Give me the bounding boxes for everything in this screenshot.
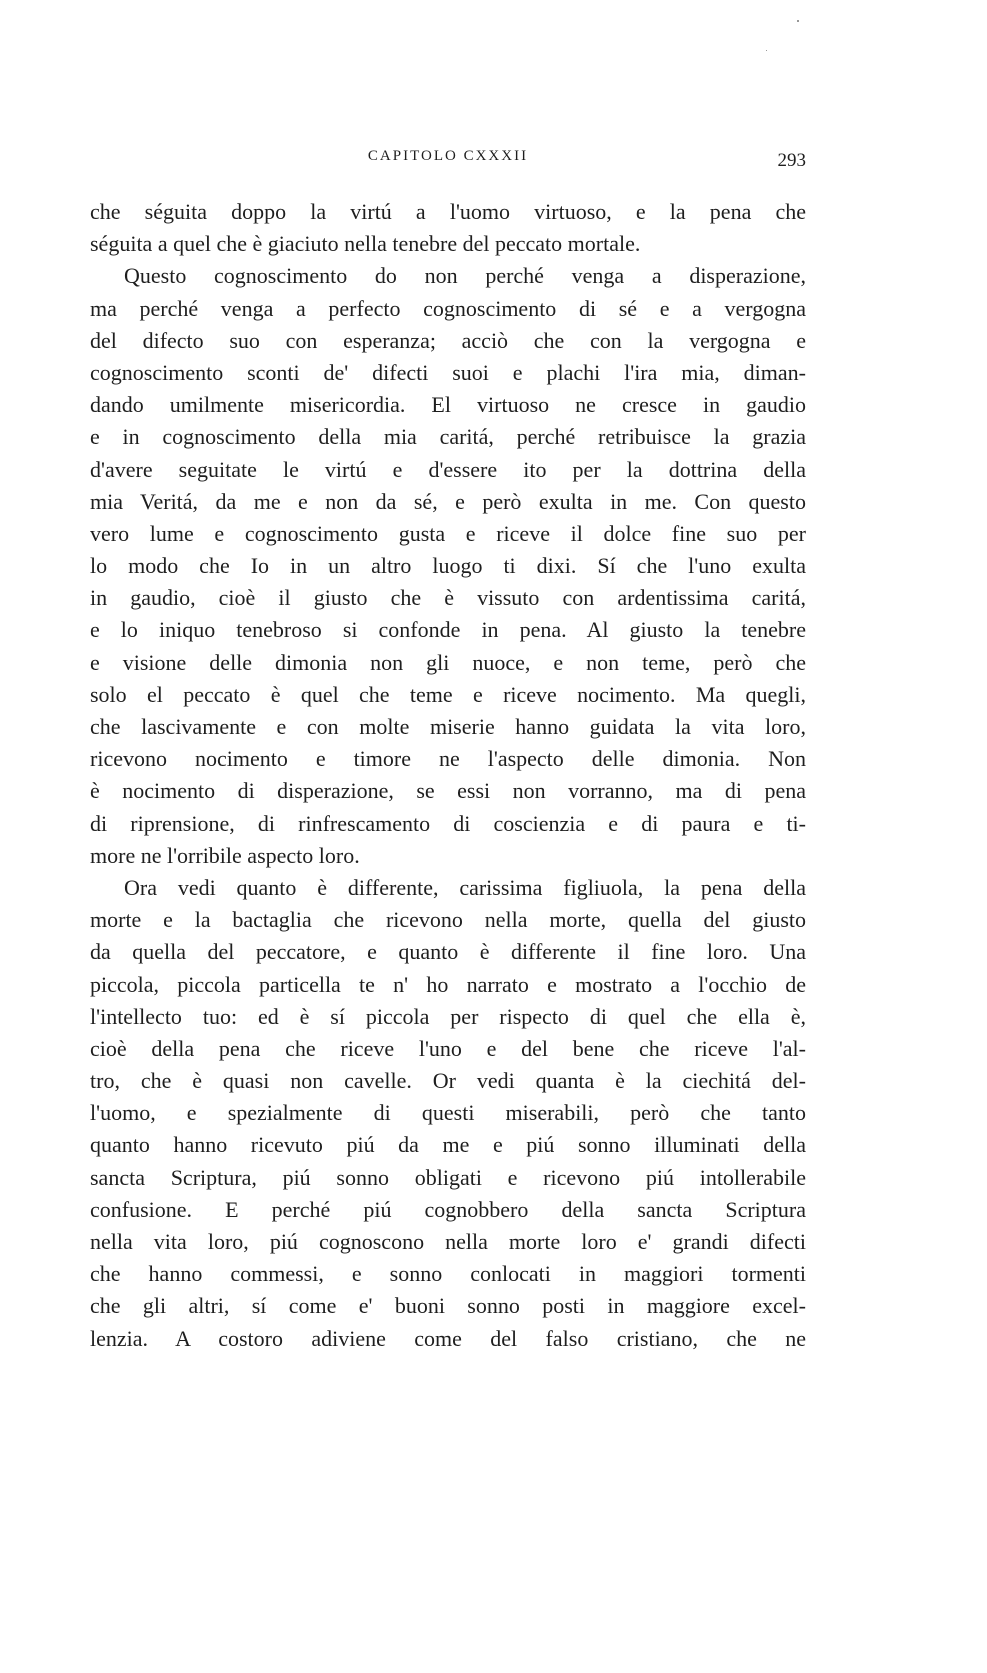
text-line: e lo iniquo tenebroso si confonde in pena. Al giusto la tenebre	[90, 617, 806, 643]
text-line: piccola, piccola particella te n' ho narrato e mostrato a l'occhio de	[90, 971, 806, 997]
text-line: nella vita loro, piú cognoscono nella morte loro e' grandi difecti	[90, 1229, 806, 1254]
chapter-title: CAPITOLO CXXXII	[367, 148, 529, 164]
scan-speck	[797, 20, 799, 22]
text-line: lo modo che Io in un altro luogo ti dixi. Sí che l'uno exulta	[90, 553, 806, 579]
page-number: 293	[777, 150, 806, 171]
text-line: che séguita doppo la virtú a l'uomo virtuoso, e la pena che	[90, 199, 806, 224]
text-line: d'avere seguitate le virtú e d'essere ito per la dottrina della	[90, 456, 806, 482]
text-line: cioè della pena che riceve l'uno e del bene che riceve l'al-	[90, 1035, 806, 1061]
text-line: ma perché venga a perfecto cognoscimento di sé e a vergogna	[90, 295, 806, 321]
text-line: che lascivamente e con molte miserie hanno guidata la vita loro,	[90, 714, 806, 739]
scan-speck	[766, 50, 767, 51]
text-line: dando umilmente misericordia. El virtuoso ne cresce in gaudio	[90, 392, 806, 418]
text-line: quanto hanno ricevuto piú da me e piú sonno illuminati della	[90, 1132, 806, 1158]
text-line: di riprensione, di rinfrescamento di coscienzia e di paura e ti-	[90, 810, 806, 836]
text-line: cognoscimento sconti de' difecti suoi e plachi l'ira mia, diman-	[90, 359, 806, 385]
text-line: sancta Scriptura, piú sonno obligati e ricevono piú intollerabile	[90, 1164, 806, 1190]
text-line: e visione delle dimonia non gli nuoce, e non teme, però che	[90, 649, 806, 675]
text-line: del difecto suo con esperanza; acciò che con la vergogna e	[90, 327, 806, 353]
text-line: vero lume e cognoscimento gusta e riceve il dolce fine suo per	[90, 520, 806, 546]
text-line: solo el peccato è quel che teme e riceve nocimento. Ma quegli,	[90, 681, 806, 707]
text-line: è nocimento di disperazione, se essi non vorranno, ma di pena	[90, 778, 806, 804]
text-line: more ne l'orribile aspecto loro.	[90, 842, 360, 868]
text-line: lenzia. A costoro adiviene come del falso cristiano, che ne	[90, 1325, 806, 1351]
text-line: mia Veritá, da me e non da sé, e però exulta in me. Con questo	[90, 488, 806, 514]
running-head	[90, 142, 806, 176]
paragraph-first-line: Ora vedi quanto è differente, carissima figliuola, la pena della	[124, 874, 806, 900]
paragraph-first-line: Questo cognoscimento do non perché venga a disperazione,	[124, 263, 806, 289]
text-line: tro, che è quasi non cavelle. Or vedi quanta è la ciechitá del-	[90, 1068, 806, 1094]
text-line: confusione. E perché piú cognobbero della sancta Scriptura	[90, 1196, 806, 1222]
text-line: che gli altri, sí come e' buoni sonno posti in maggiore excel-	[90, 1293, 806, 1319]
text-line: séguita a quel che è giaciuto nella tenebre del peccato mortale.	[90, 231, 641, 257]
text-line: e in cognoscimento della mia caritá, perché retribuisce la grazia	[90, 424, 806, 450]
text-line: da quella del peccatore, e quanto è differente il fine loro. Una	[90, 939, 806, 965]
text-line: in gaudio, cioè il giusto che è vissuto con ardentissima caritá,	[90, 585, 806, 611]
text-line: ricevono nocimento e timore ne l'aspecto delle dimonia. Non	[90, 746, 806, 772]
text-line: l'uomo, e spezialmente di questi miserabili, però che tanto	[90, 1100, 806, 1126]
text-line: morte e la bactaglia che ricevono nella morte, quella del giusto	[90, 907, 806, 933]
text-line: l'intellecto tuo: ed è sí piccola per rispecto di quel che ella è,	[90, 1003, 806, 1029]
body-text	[90, 196, 806, 1355]
text-line: che hanno commessi, e sonno conlocati in maggiori tormenti	[90, 1261, 806, 1287]
